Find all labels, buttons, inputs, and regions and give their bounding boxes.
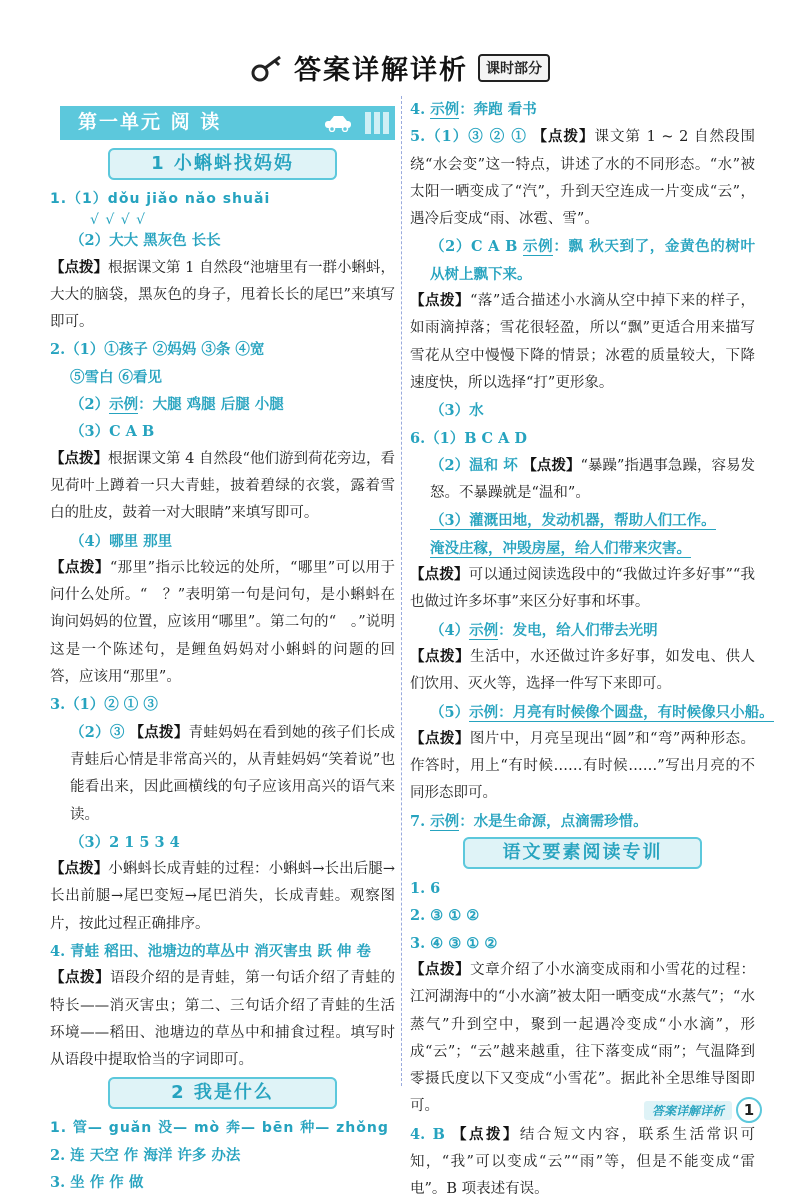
answer-line: （4）哪里 那里 [70, 532, 173, 550]
tip-paragraph [410, 726, 755, 808]
tip-label: 【点拨】 [410, 293, 470, 310]
answer-line: （3）2 1 5 3 4 [70, 833, 180, 851]
answer-line: 1. 管— guǎn 没— mò 奔— bēn 种— zhǒng [50, 1119, 389, 1136]
answer-line: 1. 6 [410, 880, 441, 898]
answer-line: 3.（1）② ① ③ [50, 696, 158, 714]
answer-line [410, 808, 755, 835]
answer-line: 1.（1）dǒu jiǎo nǎo shuǎi [50, 191, 271, 207]
answer-text: 4. B [410, 1125, 445, 1143]
tip-label: 【点拨】 [129, 724, 189, 741]
tip-text: 可以通过阅读选段中的“我做过许多好事”“我也做过许多坏事”来区分好事和坏事。 [410, 567, 755, 611]
check-marks: √ √ √ √ [90, 212, 147, 229]
tip-label: 【点拨】 [452, 1126, 520, 1143]
tip-label: 【点拨】 [410, 567, 469, 584]
page-footer [644, 1097, 762, 1123]
tip-label: 【点拨】 [50, 559, 110, 576]
tip-paragraph [410, 288, 755, 397]
answer-text: （3）灌溉田地，发动机器，帮助人们工作。 [430, 512, 716, 530]
answer-line: （3）水 [430, 402, 484, 420]
tip-label: 【点拨】 [50, 861, 109, 878]
answer-line [410, 617, 755, 644]
answer-prefix: （5） [430, 703, 470, 721]
car-icon [323, 114, 353, 132]
example-label: 示例 [523, 238, 554, 256]
tip-text: “那里”指示比较远的处所，“哪里”可以用于问什么处所。“ ？”表明第一句是问句，是小蝌蚪在询问妈妈的位置，应该用“哪里”。第二句的“ 。”说明这是一个陈述句，是鲤鱼妈妈对小蝌蚪的问题的回答，应该用“那里”。 [50, 559, 395, 686]
tip-text: “暴躁”指遇事急躁，容易发怒。不暴躁就是“温和”。 [430, 457, 756, 502]
left-column [50, 96, 395, 1196]
answer-text: ：水是生命源，点滴需珍惜。 [459, 812, 648, 830]
tip-label: 【点拨】 [410, 961, 471, 978]
answer-prefix: 4. [410, 101, 431, 118]
answer-line: （3）C A B [70, 423, 155, 441]
answer-line [410, 699, 774, 726]
right-column [410, 96, 774, 1204]
example-label: 示例 [469, 621, 499, 639]
answer-line [410, 535, 755, 562]
answer-text: ：月亮有时候像个圆盘，有时候像只小船。 [498, 703, 774, 721]
answer-prefix: 7. [410, 812, 431, 830]
column-divider [401, 96, 402, 1086]
answer-prefix: （4） [430, 621, 470, 639]
tip-paragraph [410, 1121, 755, 1204]
tip-text: 图片中，月亮呈现出“圆”和“弯”两种形态。作答时，用上“有时候……有时候……”写出月亮的不同形态即可。 [410, 730, 755, 802]
tip-text: 结合短文内容，联系生活常识可知，“我”可以变成“云”“雨”等，但是不能变成“雷电”。B 项表述有误。 [410, 1126, 756, 1198]
tip-label: 【点拨】 [410, 730, 470, 747]
section-title: 语文要素阅读专训 [463, 837, 702, 869]
banner-decoration [365, 112, 389, 134]
tip-paragraph [50, 719, 395, 829]
tip-text: “落”适合描述小水滴从空中掉下来的样子，如雨滴掉落；雪花很轻盈，所以“飘”更适合用来描写雪花从空中慢慢下降的情景；冰雹的质量较大，下降速度快，所以选择“打”更形象。 [410, 293, 756, 391]
tip-label: 【点拨】 [532, 129, 595, 146]
answer-prefix: （2） [70, 396, 110, 414]
tip-paragraph [50, 965, 395, 1074]
page-number: 1 [736, 1097, 762, 1123]
tip-label: 【点拨】 [50, 259, 109, 276]
answer-line [410, 233, 755, 288]
lesson-title: 1 小蝌蚪找妈妈 [108, 148, 337, 180]
answer-line: 2.（1）①孩子 ②妈妈 ③条 ④宽 [50, 341, 265, 359]
answer-line: ⑤雪白 ⑥看见 [70, 368, 163, 386]
example-label: 示例 [469, 703, 499, 721]
example-label: 示例 [109, 396, 139, 414]
answer-line: 2. 连 天空 作 海洋 许多 办法 [50, 1146, 241, 1164]
example-label: 示例 [430, 101, 460, 118]
answer-text: （2）温和 坏 [430, 456, 518, 474]
answer-text: ：发电，给人们带去光明 [498, 621, 658, 639]
answer-line: 3. 坐 作 作 做 [50, 1174, 144, 1192]
example-label: 示例 [430, 812, 460, 830]
unit-title: 第一单元 阅 读 [78, 111, 222, 134]
page-header [0, 48, 800, 87]
answer-text: ：飘 秋天到了，金黄色的树叶从树上飘下来。 [430, 238, 756, 283]
answer-text: ：大腿 鸡腿 后腿 小腿 [138, 396, 284, 414]
tip-text: 课文第 1 ~ 2 自然段围绕“水会变”这一特点，讲述了水的不同形态。“水”被太阳一晒变成了“汽”，升到天空连成一片变成“云”，遇冷后变成“雨、冰雹、雪”。 [410, 129, 756, 228]
answer-line: 6.（1）B C A D [410, 429, 527, 447]
tip-text: 小蝌蚪长成青蛙的过程：小蝌蚪→长出后腿→长出前腿→尾巴变短→尾巴消失，长成青蛙。观察图片，按此过程正确排序。 [50, 861, 395, 932]
answer-line: （2）大大 黑灰色 长长 [70, 232, 221, 250]
unit-banner [60, 106, 395, 140]
footer-label: 答案详解详析 [644, 1101, 732, 1120]
key-icon [250, 53, 284, 83]
section-badge: 课时部分 [478, 54, 550, 82]
tip-text: 根据课文第 1 自然段“池塘里有一群小蝌蚪，大大的脑袋，黑灰色的身子，甩着长长的尾巴”来填写即可。 [50, 259, 396, 331]
tip-paragraph [410, 562, 755, 617]
answer-line [410, 507, 755, 534]
page-title: 答案详解详析 [294, 55, 468, 86]
tip-label: 【点拨】 [522, 457, 581, 474]
answer-text: 淹没庄稼，冲毁房屋，给人们带来灾害。 [430, 539, 691, 557]
answer-line: 2. ③ ① ② [410, 907, 480, 925]
tip-paragraph [410, 123, 755, 233]
tip-text: 青蛙妈妈在看到她的孩子们长成青蛙后心情是非常高兴的，从青蛙妈妈“笑着说”也能看出来，因此画横线的句子应该用高兴的语气来读。 [70, 724, 396, 823]
tip-text: 文章介绍了小水滴变成雨和小雪花的过程：江河湖海中的“小水滴”被太阳一晒变成“水蒸气”；“水蒸气”升到空中，聚到一起遇冷变成“小水滴”，形成“云”；“云”越来越重，往下落变成“雨”；气温降到零摄氏度以下又变成“小雪花”。据此补全思维导图即可。 [410, 961, 756, 1115]
tip-paragraph [50, 856, 395, 938]
answer-line: 3. ④ ③ ① ② [410, 934, 498, 952]
lesson-title: 2 我是什么 [108, 1077, 337, 1109]
tip-text: 根据课文第 4 自然段“他们游到荷花旁边，看见荷叶上蹲着一只大青蛙，披着碧绿的衣裳，露着雪白的肚皮，鼓着一对大眼睛”来填写即可。 [50, 450, 396, 522]
tip-paragraph [50, 255, 395, 337]
tip-paragraph [50, 446, 395, 528]
tip-label: 【点拨】 [50, 450, 109, 467]
tip-paragraph [50, 555, 395, 691]
tip-paragraph [410, 644, 755, 699]
tip-text: 生活中，水还做过许多好事，如发电、供人们饮用、灭火等，选择一件写下来即可。 [410, 648, 756, 693]
answer-line: 4. 青蛙 稻田、池塘边的草丛中 消灭害虫 跃 伸 卷 [50, 943, 371, 961]
tip-paragraph [410, 452, 755, 508]
answer-text: ：奔跑 看书 [459, 101, 537, 118]
answer-text: 5.（1）③ ② ① [410, 128, 527, 146]
answer-line [410, 96, 755, 123]
answer-text: （2）③ [70, 723, 125, 741]
tip-text: 语段介绍的是青蛙，第一句话介绍了青蛙的特长——消灭害虫；第二、三句话介绍了青蛙的生活环境——稻田、池塘边的草丛中和捕食过程。填写时从语段中提取恰当的字词即可。 [50, 970, 396, 1069]
tip-label: 【点拨】 [50, 970, 111, 987]
tip-label: 【点拨】 [410, 648, 471, 665]
answer-line [50, 391, 395, 418]
answer-prefix: （2）C A B [430, 238, 524, 256]
